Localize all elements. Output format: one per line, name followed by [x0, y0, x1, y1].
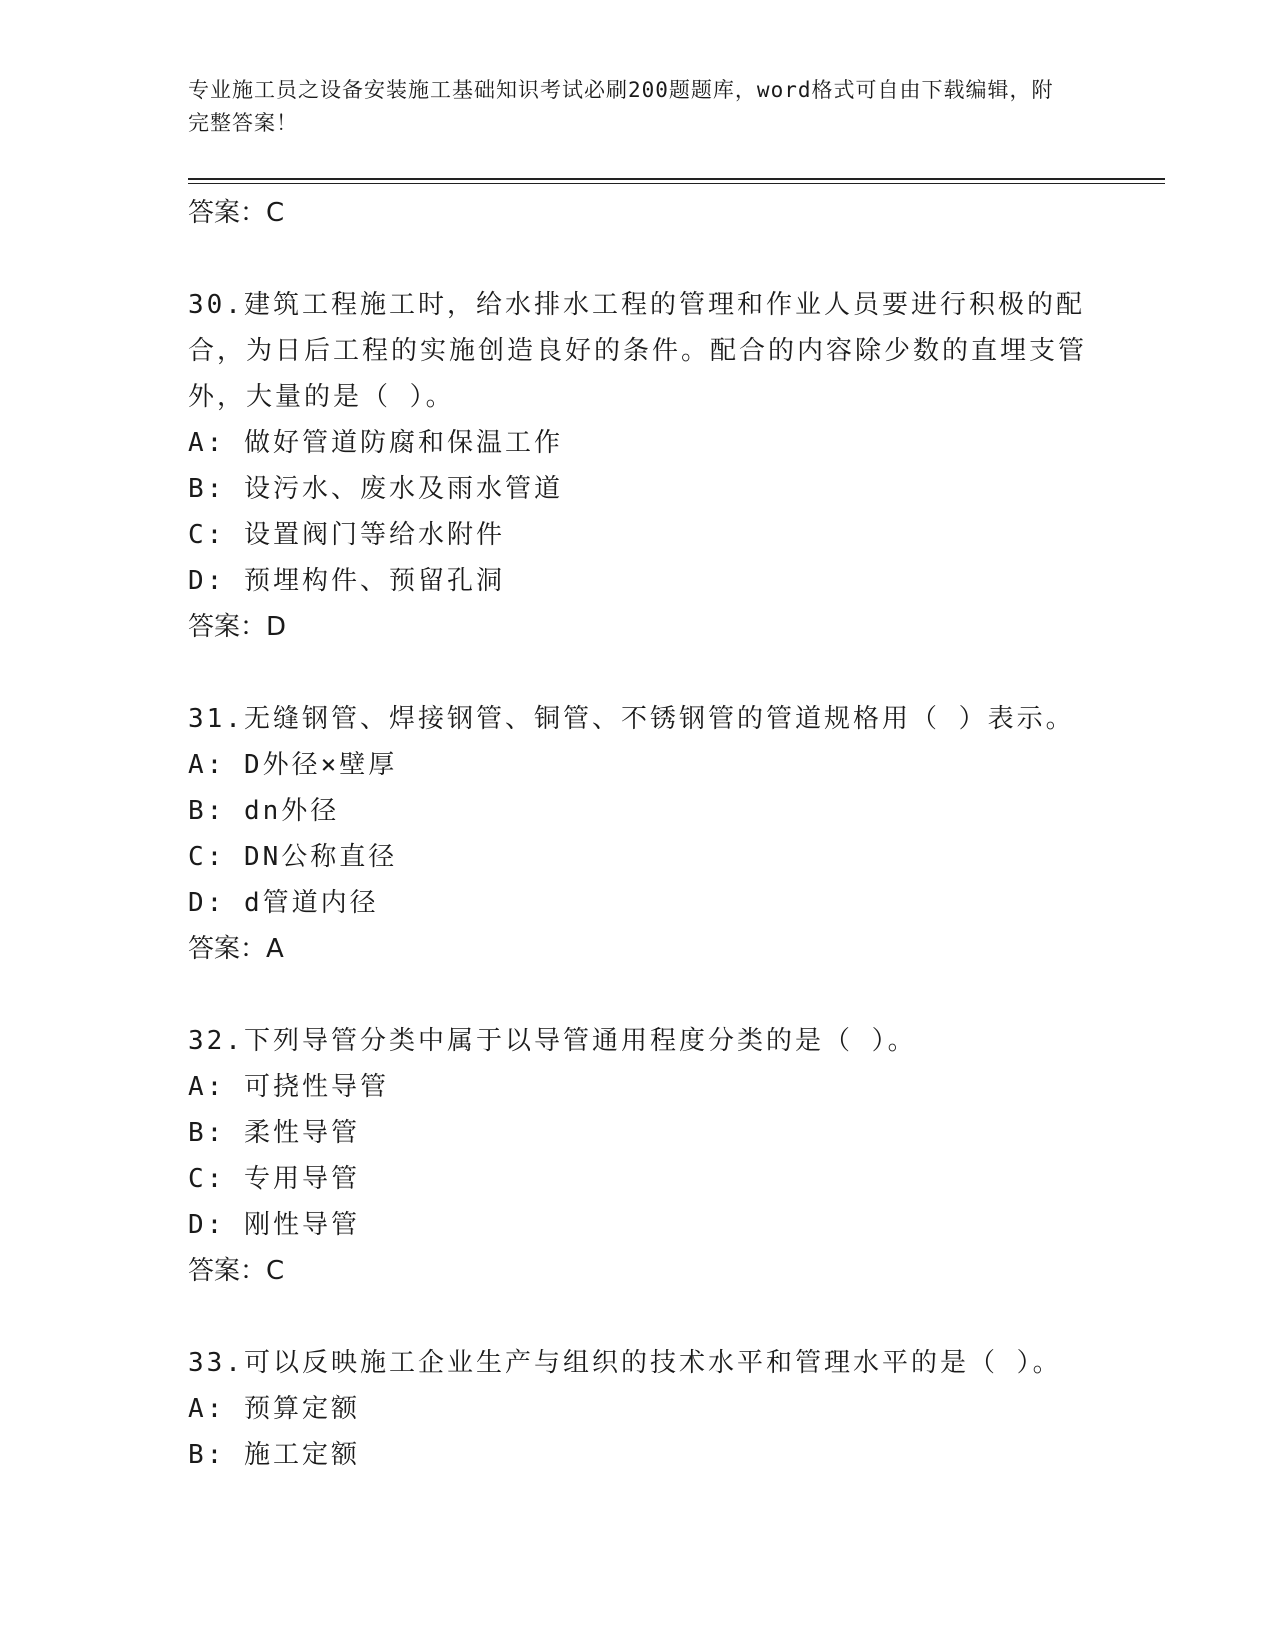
- question-text: 31.无缝钢管、焊接钢管、铜管、不锈钢管的管道规格用（ ）表示。: [188, 704, 1075, 734]
- option-a: A: 可挠性导管: [188, 1072, 389, 1102]
- document-header: [188, 74, 1068, 140]
- option-a: A: 做好管道防腐和保温工作: [188, 428, 563, 458]
- option-d: D: d管道内径: [188, 888, 379, 918]
- option-d: D: 刚性导管: [188, 1210, 360, 1240]
- answer-line: 答案：C: [188, 1256, 285, 1286]
- question-text: 33.可以反映施工企业生产与组织的技术水平和管理水平的是（ ）。: [188, 1348, 1062, 1378]
- option-b: B: 施工定额: [188, 1440, 360, 1470]
- spacer: [188, 1294, 1088, 1340]
- option-b: B: dn外径: [188, 796, 340, 826]
- answer-line: 答案：D: [188, 612, 287, 642]
- spacer: [188, 650, 1088, 696]
- header-title: 专业施工员之设备安装施工基础知识考试必刷200题题库，word格式可自由下载编辑，附完整答案！: [188, 78, 1054, 135]
- question-block: [188, 1018, 1088, 1294]
- question-block: [188, 1340, 1088, 1478]
- answer-line: 答案：A: [188, 934, 284, 964]
- option-d: D: 预埋构件、预留孔洞: [188, 566, 505, 596]
- answer-line: 答案：C: [188, 198, 285, 228]
- question-text: 32.下列导管分类中属于以导管通用程度分类的是（ ）。: [188, 1026, 917, 1056]
- option-b: B: 设污水、废水及雨水管道: [188, 474, 563, 504]
- option-b: B: 柔性导管: [188, 1118, 360, 1148]
- spacer: [188, 972, 1088, 1018]
- question-text: 30.建筑工程施工时，给水排水工程的管理和作业人员要进行积极的配合，为日后工程的实施创造良好的条件。配合的内容除少数的直埋支管外，大量的是（ ）。: [188, 290, 1088, 412]
- option-c: C: DN公称直径: [188, 842, 398, 872]
- question-list: [188, 190, 1088, 1478]
- option-a: A: D外径×壁厚: [188, 750, 398, 780]
- header-rule-thick: [188, 178, 1165, 180]
- question-block: [188, 282, 1088, 650]
- question-block: [188, 696, 1088, 972]
- option-a: A: 预算定额: [188, 1394, 360, 1424]
- spacer: [188, 236, 1088, 282]
- header-rule-thin: [188, 183, 1165, 184]
- option-c: C: 专用导管: [188, 1164, 360, 1194]
- option-c: C: 设置阀门等给水附件: [188, 520, 505, 550]
